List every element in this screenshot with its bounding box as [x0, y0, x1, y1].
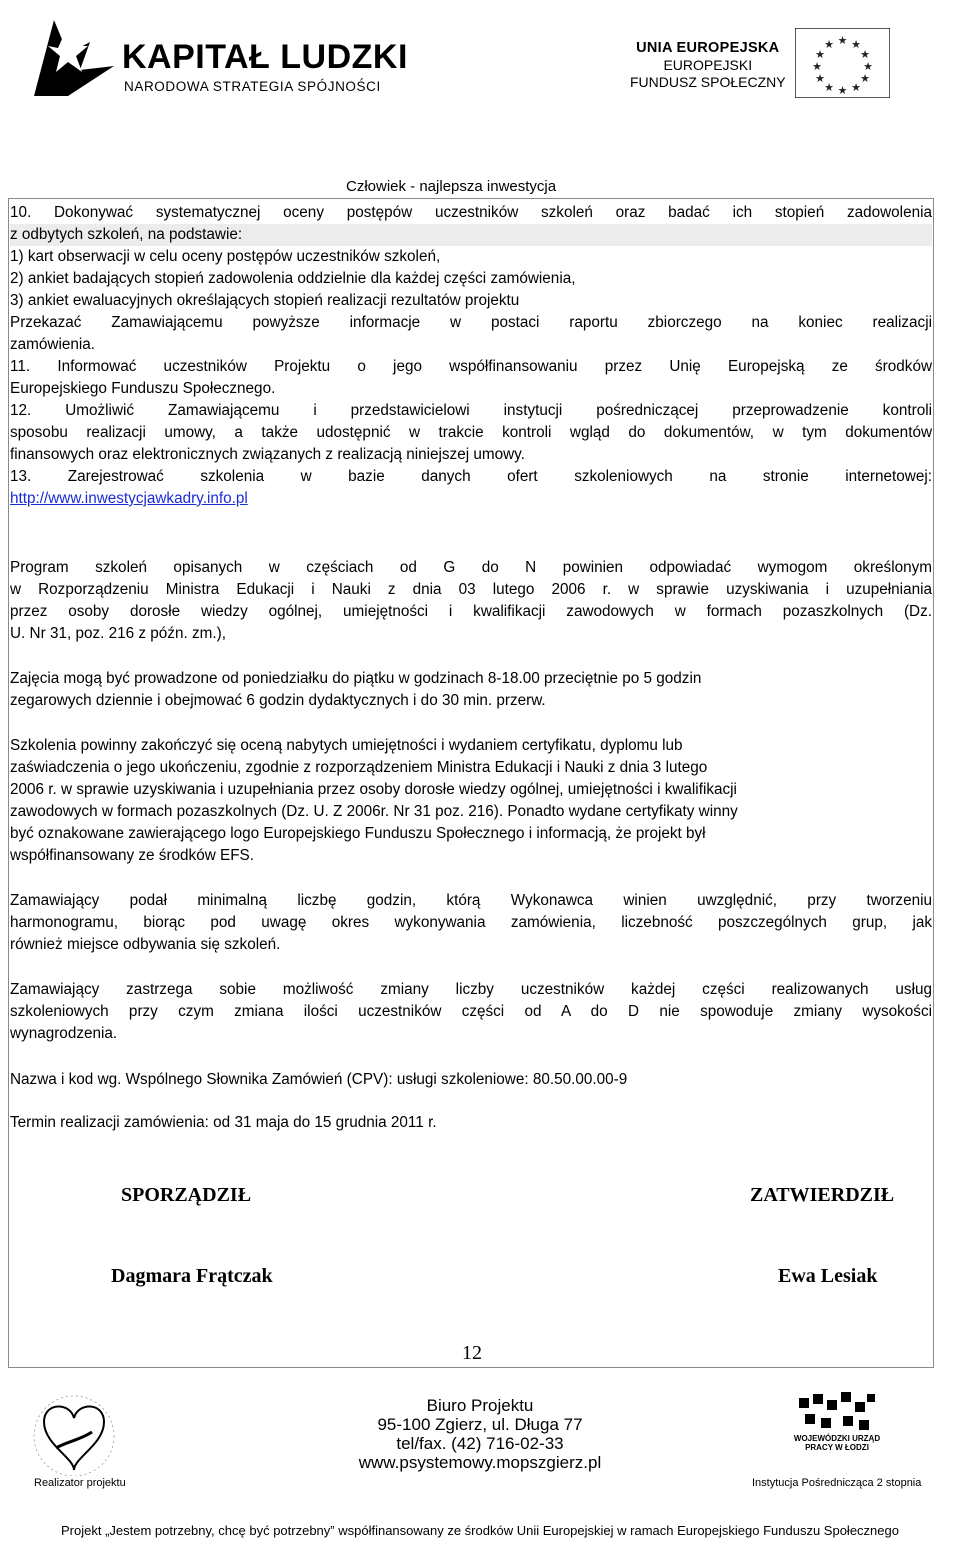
item-11-line-a: 11. Informować uczestników Projektu o jego współfinansowaniu przez Unię Europejską ze środków — [10, 358, 932, 375]
zas-line-c: wynagrodzenia. — [10, 1025, 118, 1042]
office-line-1: Biuro Projektu — [426, 1396, 534, 1415]
item-12-line-b: sposobu realizacji umowy, a także udostępnić w trakcie kontroli wgląd do dokumentów, w tym dokumentów — [10, 424, 932, 441]
kapital-ludzki-title: KAPITAŁ LUDZKI — [122, 38, 408, 76]
program-line-b: w Rozporządzeniu Ministra Edukacji i Nauki z dnia 03 lutego 2006 r. w sprawie uzyskiwania i uzupełniania — [10, 581, 932, 598]
kapital-ludzki-subtitle: NARODOWA STRATEGIA SPÓJNOŚCI — [124, 79, 381, 94]
item-10-line-f: Przekazać Zamawiającemu powyższe informacje w postaci raportu zbiorczego na koniec realizacji — [10, 314, 932, 331]
szkolenia-line-c: 2006 r. w sprawie uzyskiwania i uzupełniania przez osoby dorosłe wiedzy ogólnej, umiejętności i kwalifikacji — [10, 781, 737, 798]
svg-text:★: ★ — [824, 81, 834, 94]
svg-text:★: ★ — [824, 38, 834, 51]
zas-line-b: szkoleniowych przy czym zmiana ilości uczestników części od A do D nie spowoduje zmiany wysokości — [10, 1003, 932, 1020]
szkolenia-line-b: zaświadczenia o jego ukończeniu, zgodnie z rozporządzeniem Ministra Edukacji i Nauki z dnia 3 lutego — [10, 759, 708, 776]
item-10-line-g: zamówienia. — [10, 336, 96, 353]
realizator-caption: Realizator projektu — [34, 1477, 126, 1489]
item-10 — [10, 202, 932, 510]
office-line-2: 95-100 Zgierz, ul. Długa 77 — [377, 1415, 583, 1434]
program-line-d: U. Nr 31, poz. 216 z późn. zm.), — [10, 625, 226, 642]
zajecia-paragraph — [10, 668, 932, 712]
item-13-line-a: 13. Zarejestrować szkolenia w bazie danych ofert szkoleniowych na stronie internetowej: — [10, 468, 932, 485]
termin-line: Termin realizacji zamówienia: od 31 maja do 15 grudnia 2011 r. — [10, 1114, 437, 1131]
approver-name: Ewa Lesiak — [778, 1265, 878, 1287]
svg-text:★: ★ — [837, 84, 848, 97]
szkolenia-line-f: współfinansowany ze środków EFS. — [10, 847, 255, 864]
zam-line-a: Zamawiający podał minimalną liczbę godzin, którą Wykonawca winien uwzględnić, przy tworzeniu — [10, 892, 932, 909]
program-line-a: Program szkoleń opisanych w częściach od G do N powinien odpowiadać wymogom określonym — [10, 559, 932, 576]
svg-text:★: ★ — [837, 34, 848, 47]
project-office-info — [345, 1396, 615, 1472]
sporzadzil-label: SPORZĄDZIŁ — [121, 1184, 252, 1206]
author-name: Dagmara Frątczak — [111, 1265, 273, 1287]
szkolenia-line-d: zawodowych w formach pozaszkolnych (Dz. U. Z 2006r. Nr 31 poz. 216). Ponadto wydane certyfikaty winny — [10, 803, 738, 820]
eu-line-1: UNIA EUROPEJSKA — [636, 40, 780, 56]
zajecia-line-a: Zajęcia mogą być prowadzone od poniedziałku do piątku w godzinach 8-18.00 przeciętnie po 5 godzin — [10, 670, 702, 687]
zatwierdzil-label: ZATWIERDZIŁ — [750, 1184, 895, 1206]
szkolenia-line-a: Szkolenia powinny zakończyć się oceną nabytych umiejętności i wydaniem certyfikatu, dyplomu lub — [10, 737, 683, 754]
instytucja-caption: Instytucja Pośrednicząca 2 stopnia — [752, 1477, 922, 1489]
item-12-line-c: finansowych oraz elektronicznych związanych z realizacją niniejszej umowy. — [10, 446, 525, 463]
svg-text:★: ★ — [860, 48, 870, 61]
szkolenia-paragraph — [10, 735, 932, 867]
eu-line-2: EUROPEJSKI — [663, 57, 753, 73]
item-10-list-3: 3) ankiet ewaluacyjnych określających stopień realizacji rezultatów projektu — [10, 292, 520, 309]
zamawiajacy-hours-paragraph — [10, 890, 932, 956]
program-paragraph — [10, 557, 932, 645]
eu-logo-text — [630, 40, 786, 91]
svg-text:★: ★ — [851, 81, 861, 94]
szkolenia-line-e: być oznakowane zawierającego logo Europejskiego Funduszu Społecznego i informacją, że projekt był — [10, 825, 706, 842]
item-10-list-1: 1) kart obserwacji w celu oceny postępów uczestników szkoleń, — [10, 248, 441, 265]
inwestycjawkadry-link[interactable]: http://www.inwestycjawkadry.info.pl — [10, 490, 248, 507]
item-10-line-b: z odbytych szkoleń, na podstawie: — [10, 224, 932, 246]
item-11-line-b: Europejskiego Funduszu Społecznego. — [10, 380, 276, 397]
item-12-line-a: 12. Umożliwić Zamawiającemu i przedstawicielowi instytucji pośredniczącej przeprowadzenie kontroli — [10, 402, 932, 419]
motto: Człowiek - najlepsza inwestycja — [346, 178, 557, 195]
program-line-c: przez osoby dorosłe wiedzy ogólnej, umiejętności i kwalifikacji zawodowych w formach pozaszkolnych (Dz. — [10, 603, 932, 620]
project-footer-line: Projekt „Jestem potrzebny, chcę być potrzebny” współfinansowany ze środków Unii Europejskiej w ramach Europejskiego Funduszu Społecznego — [61, 1523, 899, 1538]
svg-text:★: ★ — [851, 38, 861, 51]
zastrzega-paragraph — [10, 979, 932, 1045]
realizator-logo — [26, 1392, 122, 1476]
zam-line-c: również miejsce odbywania się szkoleń. — [10, 936, 281, 953]
page-number: 12 — [462, 1342, 482, 1364]
wup-logo-text: WOJEWÓDZKI URZĄD PRACY W ŁODZI — [793, 1434, 881, 1452]
svg-text:★: ★ — [815, 48, 825, 61]
svg-text:★: ★ — [863, 60, 873, 73]
office-line-4: www.psystemowy.mopszgierz.pl — [358, 1453, 602, 1472]
zas-line-a: Zamawiający zastrzega sobie możliwość zmiany liczby uczestników każdej części realizowanych usług — [10, 981, 932, 998]
kapital-ludzki-logo-mark — [28, 18, 120, 98]
wup-logo-icon — [793, 1390, 881, 1434]
eu-stars-flag-icon — [795, 28, 890, 98]
cpv-line: Nazwa i kod wg. Wspólnego Słownika Zamówień (CPV): usługi szkoleniowe: 80.50.00.00-9 — [10, 1071, 628, 1088]
eu-line-3: FUNDUSZ SPOŁECZNY — [630, 74, 786, 90]
svg-text:★: ★ — [860, 72, 870, 85]
office-line-3: tel/fax. (42) 716-02-33 — [396, 1434, 564, 1453]
zajecia-line-b: zegarowych dziennie i obejmować 6 godzin dydaktycznych i do 30 min. przerw. — [10, 692, 546, 709]
zam-line-b: harmonogramu, biorąc pod uwagę okres wykonywania zamówienia, liczebność poszczególnych grup, jak — [10, 914, 932, 931]
item-10-list-2: 2) ankiet badających stopień zadowolenia oddzielnie dla każdej części zamówienia, — [10, 270, 576, 287]
svg-text:★: ★ — [815, 72, 825, 85]
item-10-line-a: 10. Dokonywać systematycznej oceny postępów uczestników szkoleń oraz badać ich stopień zadowolenia — [10, 204, 932, 221]
svg-text:★: ★ — [812, 60, 822, 73]
